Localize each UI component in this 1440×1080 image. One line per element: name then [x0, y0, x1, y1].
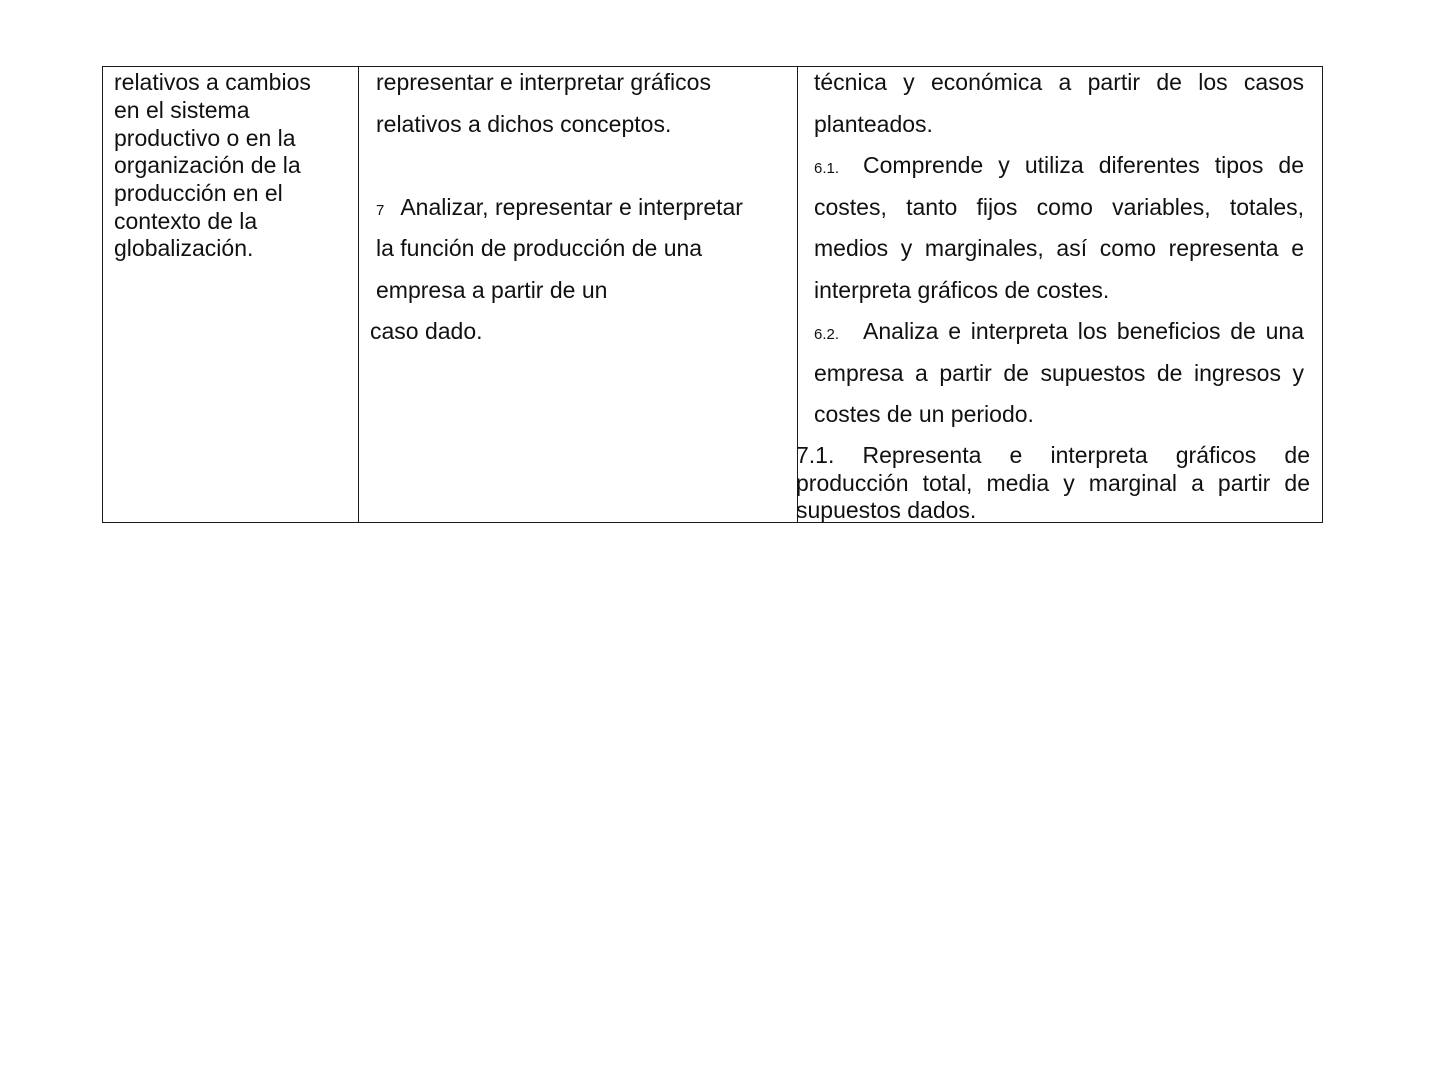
- criteria-line: relativos a cambios: [114, 69, 311, 95]
- criteria-line: en el sistema: [114, 97, 250, 123]
- standard-line: costes, tanto fijos como variables, totales,: [814, 194, 1304, 220]
- standard-line: técnica y económica a partir de los casos: [814, 69, 1304, 95]
- standard-item-6-1: [814, 151, 1304, 183]
- objective-line: Analizar, representar e interpretar: [400, 194, 743, 220]
- objective-line: la función de producción de una: [376, 235, 703, 261]
- item-number: 6.2.: [814, 326, 840, 343]
- objectives-column: [359, 67, 798, 522]
- standard-line: costes de un periodo.: [814, 401, 1034, 427]
- objective-line: empresa a partir de un: [376, 277, 608, 303]
- standard-line: supuestos dados.: [796, 497, 977, 523]
- standard-line: planteados.: [814, 111, 933, 137]
- criteria-column: [103, 67, 359, 522]
- objective-line: representar e interpretar gráficos: [376, 69, 711, 95]
- criteria-line: organización de la: [114, 152, 301, 178]
- standard-line: producción total, media y marginal a partir de: [796, 470, 1310, 496]
- criteria-line: productivo o en la: [114, 125, 296, 151]
- criteria-line: contexto de la: [114, 208, 258, 234]
- standard-line: Comprende y utiliza diferentes tipos de: [863, 152, 1304, 178]
- item-number: 6.1.: [814, 160, 840, 177]
- standard-item-6-2: [814, 317, 1304, 349]
- standard-line: interpreta gráficos de costes.: [814, 277, 1110, 303]
- criteria-line: producción en el: [114, 180, 283, 206]
- item-number: 7: [376, 202, 385, 219]
- standard-line: empresa a partir de supuestos de ingresos y: [814, 360, 1304, 386]
- standards-column: [798, 67, 1322, 522]
- standard-line: medios y marginales, así como representa e: [814, 235, 1304, 261]
- objective-line: caso dado.: [370, 318, 483, 344]
- standard-line: Analiza e interpreta los beneficios de una: [863, 318, 1304, 344]
- standard-line: 7.1. Representa e interpreta gráficos de: [796, 442, 1310, 468]
- criteria-line: globalización.: [114, 235, 254, 261]
- curriculum-table: [102, 66, 1323, 523]
- objective-item-7: [376, 193, 743, 225]
- objective-line: relativos a dichos conceptos.: [376, 111, 672, 137]
